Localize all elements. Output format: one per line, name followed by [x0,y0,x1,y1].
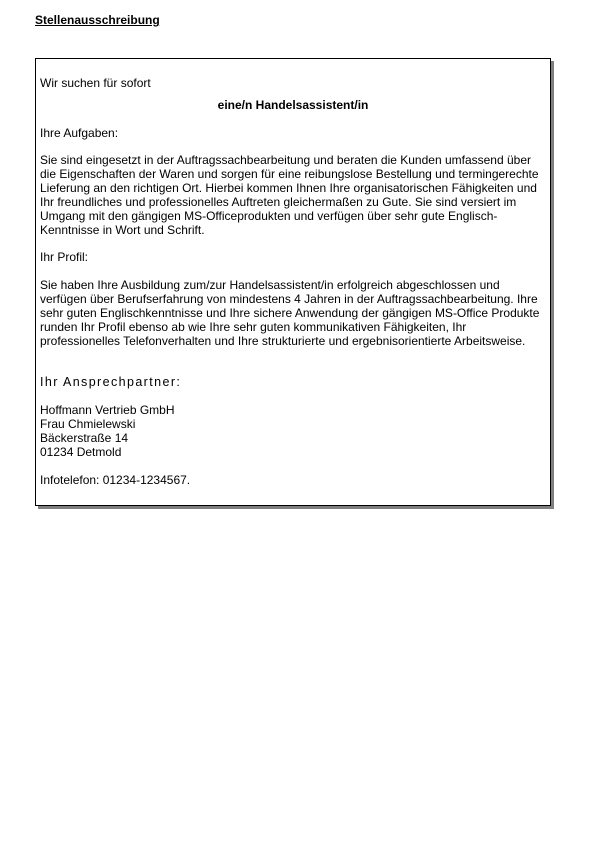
job-ad-content [40,76,546,487]
profile-label: Ihr Profil: [40,250,89,264]
contact-person: Frau Chmielewski [40,417,136,431]
tasks-label: Ihre Aufgaben: [40,126,119,140]
intro-text: Wir suchen für sofort [40,76,151,90]
contact-phone: Infotelefon: 01234-1234567. [40,473,191,487]
contact-company: Hoffmann Vertrieb GmbH [40,403,175,417]
contact-street: Bäckerstraße 14 [40,431,129,445]
job-ad-box [35,58,551,506]
document-heading: Stellenausschreibung [35,13,160,27]
contact-city: 01234 Detmold [40,445,122,459]
profile-text: Sie haben Ihre Ausbildung zum/zur Handelsassistent/in erfolgreich abgeschlossen und verfügen über Berufserfahrung von mindestens 4 Jahren in der Auftragssachbearbeitung. Ihre sehr guten Englischkenntnisse und Ihre sichere Anwendung der gängigen MS-Office Produkte runden Ihr Profil ebenso ab wie Ihre sehr guten kommunikativen Fähigkeiten, Ihr professionelles Telefonverhalten und Ihre strukturierte und ergebnisorientierte Arbeitsweise. [40,278,540,348]
job-title: eine/n Handelsassistent/in [217,98,369,112]
contact-heading: Ihr Ansprechpartner: [40,375,182,389]
contact-address [40,403,546,459]
tasks-text: Sie sind eingesetzt in der Auftragssachbearbeitung und beraten die Kunden umfassend über die Eigenschaften der Waren und sorgen für eine reibungslose Bestellung und termingerechte Lieferung an den richtigen Ort. Hierbei kommen Ihnen Ihre organisatorischen Fähigkeiten und Ihr freundliches und professionelles Auftreten gleichermaßen zu Gute. Sie sind versiert im Umgang mit den gängigen MS-Officeprodukten und verfügen über sehr gute Englisch-Kenntnisse in Wort und Schrift. [40,153,539,237]
